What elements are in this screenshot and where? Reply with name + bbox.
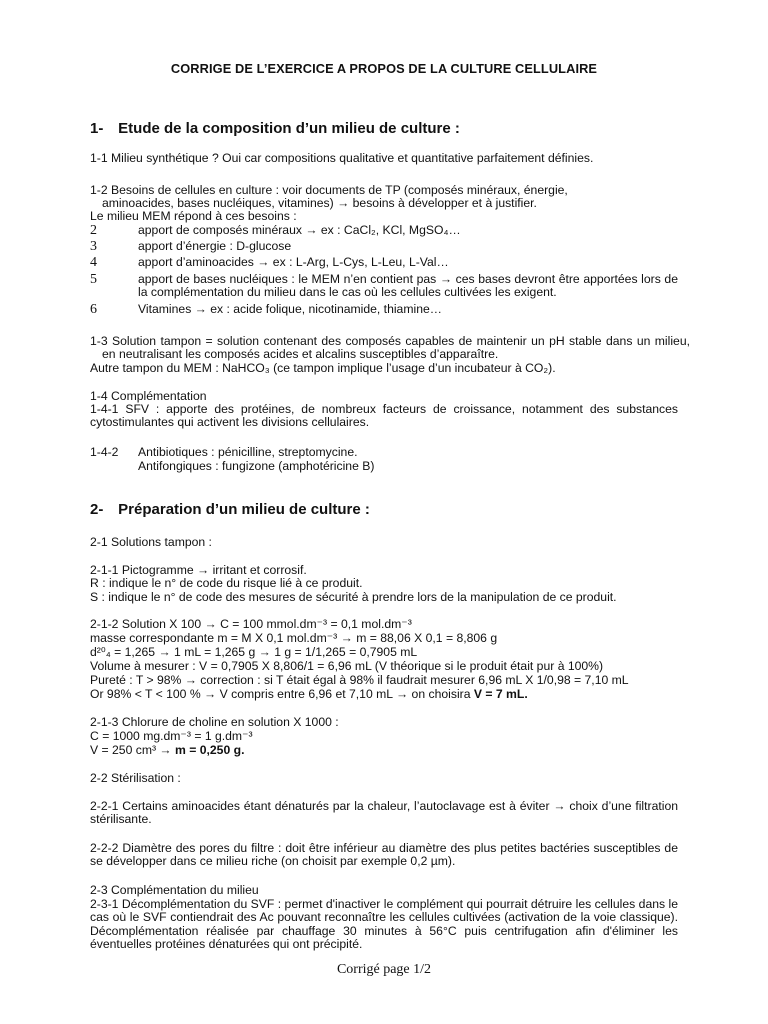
para-2-1-2-f-text: Or 98% < T < 100 % → V compris entre 6,96 et 7,10 mL → on choisira (90, 687, 474, 701)
para-1-2-line2: aminoacides, bases nucléiques, vitamines) → besoins à développer et à justifier. (102, 196, 537, 210)
list-text: apport d’aminoacides → ex : L-Arg, L-Cys, L-Leu, L-Val… (138, 255, 449, 269)
para-2-2: 2-2 Stérilisation : (90, 771, 181, 785)
list-item (90, 273, 678, 300)
section-1-number: 1- (90, 120, 104, 137)
para-1-4-2-line2: Antifongiques : fungizone (amphotéricine B) (138, 459, 375, 473)
para-2-1-2-f (90, 688, 678, 701)
list-number: 3 (90, 239, 97, 254)
para-2-2-2: 2-2-2 Diamètre des pores du filtre : doit être inférieur au diamètre des plus petites bactéries susceptibles de se développer dans ce milieu riche (on choisit par exemple 0,2 µm). (90, 841, 678, 869)
list-number: 5 (90, 272, 97, 287)
document-page (90, 0, 690, 1024)
para-2-1-1-c: S : indique le n° de code des mesures de sécurité à prendre lors de la manipulation de ce produit. (90, 590, 617, 604)
para-2-2-1: 2-2-1 Certains aminoacides étant dénaturés par la chaleur, l’autoclavage est à éviter → choix d’une filtration stérilisante. (90, 799, 678, 827)
section-1-heading (90, 120, 460, 137)
para-2-1-3-c (90, 744, 678, 757)
para-1-4-1: 1-4-1 SFV : apporte des protéines, de nombreux facteurs de croissance, notamment des substances cytostimulantes qui activent les divisions cellulaires. (90, 402, 678, 430)
para-1-2-line3: Le milieu MEM répond à ces besoins : (90, 209, 297, 223)
list-number: 4 (90, 255, 97, 270)
list-text: apport de composés minéraux → ex : CaCl₂, KCl, MgSO₄… (138, 223, 461, 237)
para-1-4-2-line1: Antibiotiques : pénicilline, streptomycine. (138, 445, 358, 459)
para-2-1-2-e: Pureté : T > 98% → correction : si T était égal à 98% il faudrait mesurer 6,96 mL X 1/0,98 = 7,10 mL (90, 673, 629, 687)
page-footer: Corrigé page 1/2 (336, 962, 432, 977)
para-1-1: 1-1 Milieu synthétique ? Oui car compositions qualitative et quantitative parfaitement définies. (90, 151, 594, 165)
para-2-3: 2-3 Complémentation du milieu (90, 883, 259, 897)
para-2-1-3-b: C = 1000 mg.dm⁻³ = 1 g.dm⁻³ (90, 729, 253, 743)
para-2-1-3-a: 2-1-3 Chlorure de choline en solution X 1000 : (90, 715, 339, 729)
list-text: apport d’énergie : D-glucose (138, 239, 292, 253)
para-2-1-2-a: 2-1-2 Solution X 100 → C = 100 mmol.dm⁻³ = 0,1 mol.dm⁻³ (90, 617, 412, 631)
para-1-4-2-number: 1-4-2 (90, 445, 119, 459)
para-2-1-1-a: 2-1-1 Pictogramme → irritant et corrosif. (90, 563, 307, 577)
para-2-1-2-c: d²⁰₄ = 1,265 → 1 mL = 1,265 g → 1 g = 1/1,265 = 0,7905 mL (90, 645, 418, 659)
para-1-4: 1-4 Complémentation (90, 389, 207, 403)
section-2-title: Préparation d’un milieu de culture : (118, 501, 370, 518)
para-2-1-3-c-text: V = 250 cm³ → (90, 743, 176, 757)
list-number: 6 (90, 302, 97, 317)
para-2-1-2-d: Volume à mesurer : V = 0,7905 X 8,806/1 = 6,96 mL (V théorique si le produit était pur à 100%) (90, 659, 604, 673)
para-2-1: 2-1 Solutions tampon : (90, 535, 212, 549)
para-1-3-b: Autre tampon du MEM : NaHCO₃ (ce tampon implique l’usage d’un incubateur à CO₂). (90, 361, 556, 375)
para-2-3-1: 2-3-1 Décomplémentation du SVF : permet d'inactiver le complément qui pourrait détruire les cellules dans le cas où le SVF contiendrait des Ac pouvant reconnaître les cellules cultivées (activation de la voie classique). Décomplémentation réalisée par chauffage 30 minutes à 56°C puis centrifugation afin d'éliminer les éventuelles protéines dénaturées qui ont précipité. (90, 897, 678, 952)
section-1-title: Etude de la composition d’un milieu de culture : (118, 120, 460, 137)
page-title: CORRIGE DE L’EXERCICE A PROPOS DE LA CULTURE CELLULAIRE (170, 61, 598, 76)
volume-result: V = 7 mL. (473, 687, 528, 701)
section-2-heading (90, 501, 370, 518)
para-1-2-line1: 1-2 Besoins de cellules en culture : voir documents de TP (composés minéraux, énergie, (90, 183, 568, 197)
mass-result: m = 0,250 g. (175, 743, 245, 757)
para-2-1-2-b: masse correspondante m = M X 0,1 mol.dm⁻³ → m = 88,06 X 0,1 = 8,806 g (90, 631, 498, 645)
list-text: Vitamines → ex : acide folique, nicotinamide, thiamine… (138, 302, 442, 316)
list-text: apport de bases nucléiques : le MEM n’en contient pas → ces bases devront être apportées lors de la complémentation du milieu dans le cas où les cellules cultivées les exigent. (138, 272, 678, 300)
para-1-3: 1-3 Solution tampon = solution contenant des composés capables de maintenir un pH stable dans un milieu, en neutralisant les composés acides et alcalins susceptibles d’apparaître. (90, 334, 690, 362)
para-1-4-2 (90, 446, 678, 459)
list-number: 2 (90, 223, 97, 238)
section-2-number: 2- (90, 501, 104, 518)
para-2-1-1-b: R : indique le n° de code du risque lié à ce produit. (90, 576, 363, 590)
